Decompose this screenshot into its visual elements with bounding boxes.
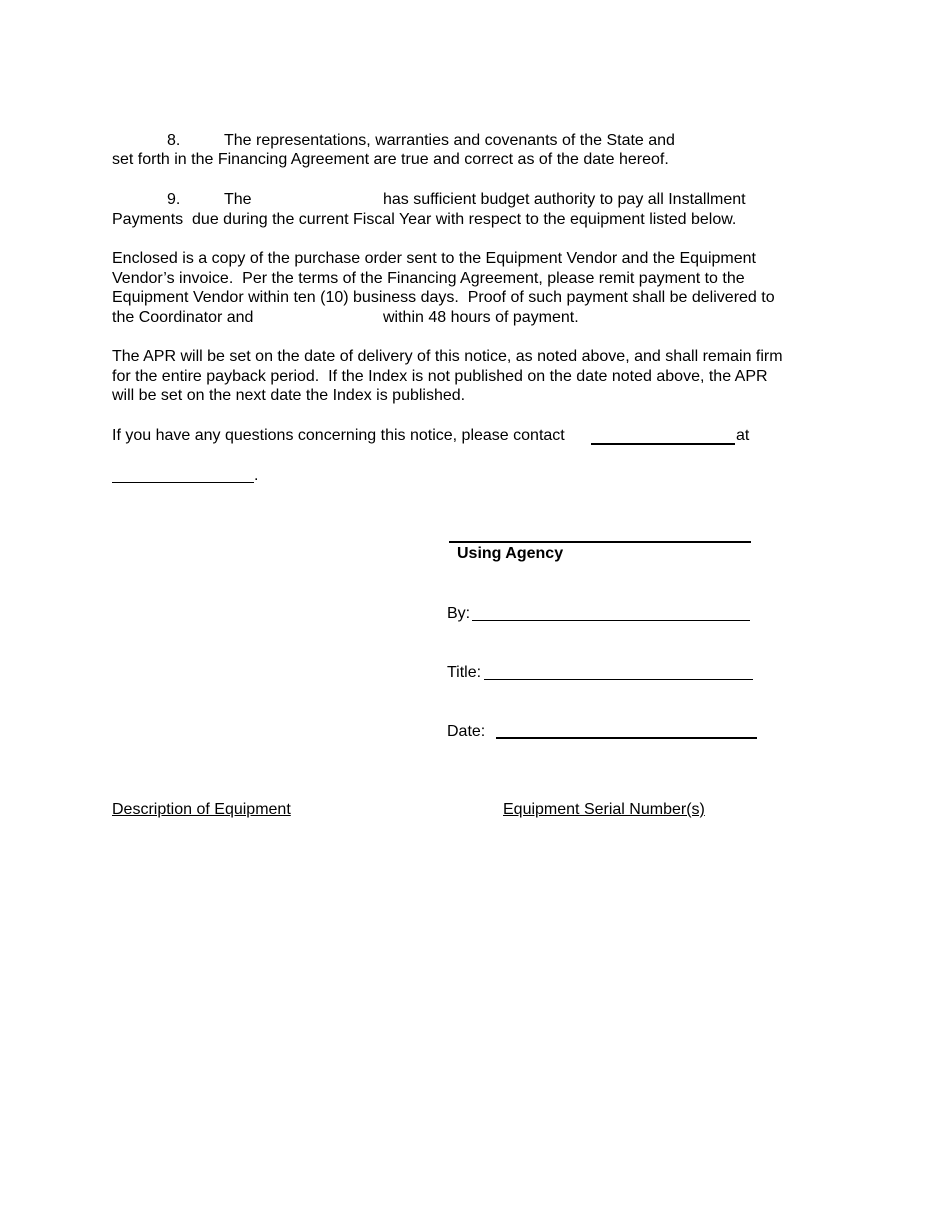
title-label: Title: <box>447 664 482 681</box>
using-agency-label: Using Agency <box>457 545 564 562</box>
title-blank <box>484 679 753 680</box>
apr-line2: for the entire payback period. If the Index is not published on the date noted above, the APR <box>112 368 768 385</box>
enclosed-line2: Vendor’s invoice. Per the terms of the Financing Agreement, please remit payment to the <box>112 270 745 287</box>
enclosed-line4b: within 48 hours of payment. <box>383 309 579 326</box>
contact-name-blank <box>591 443 735 445</box>
by-label: By: <box>447 605 471 622</box>
enclosed-line1: Enclosed is a copy of the purchase order sent to the Equipment Vendor and the Equipment <box>112 250 756 267</box>
by-blank <box>472 620 750 621</box>
item9-line2: Payments due during the current Fiscal Year with respect to the equipment listed below. <box>112 211 737 228</box>
description-of-equipment-header: Description of Equipment <box>112 801 291 818</box>
enclosed-line4a: the Coordinator and <box>112 309 254 326</box>
item9-line1-rest: has sufficient budget authority to pay all Installment <box>383 191 746 208</box>
contact-text: If you have any questions concerning this notice, please contact <box>112 427 565 444</box>
date-blank <box>496 737 757 739</box>
agency-signature-line <box>449 541 751 543</box>
contact-at: at <box>736 427 750 444</box>
contact-period: . <box>254 467 259 484</box>
equipment-serial-number-header: Equipment Serial Number(s) <box>503 801 705 818</box>
enclosed-line3: Equipment Vendor within ten (10) business days. Proof of such payment shall be delivered to <box>112 289 775 306</box>
item9-the: The <box>224 191 252 208</box>
item8-line1: The representations, warranties and covenants of the State and <box>224 132 675 149</box>
item8-line2: set forth in the Financing Agreement are true and correct as of the date hereof. <box>112 151 669 168</box>
contact-phone-blank <box>112 482 254 483</box>
item9-number: 9. <box>167 191 181 208</box>
item8-number: 8. <box>167 132 181 149</box>
apr-line1: The APR will be set on the date of delivery of this notice, as noted above, and shall remain firm <box>112 348 783 365</box>
date-label: Date: <box>447 723 486 740</box>
apr-line3: will be set on the next date the Index is published. <box>112 387 466 404</box>
